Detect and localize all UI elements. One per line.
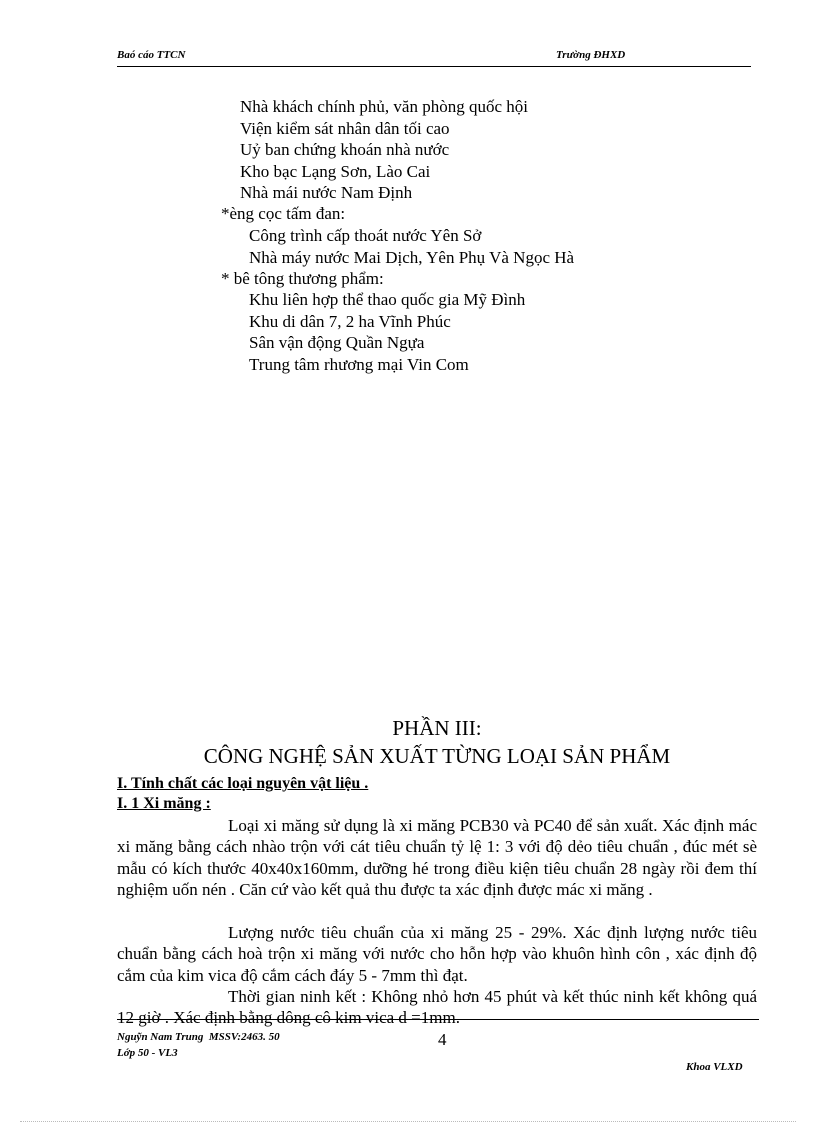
page-number: 4	[438, 1030, 447, 1049]
part-title: CÔNG NGHỆ SẢN XUẤT TỪNG LOẠI SẢN PHẨM	[203, 744, 671, 768]
subsection-heading: I. 1 Xi măng :	[117, 795, 211, 812]
heading-ready-mix-concrete	[221, 268, 384, 290]
list-item: Uỷ ban chứng khoán nhà nước	[240, 140, 450, 159]
list-item: Nhà mái nước Nam Định	[240, 183, 413, 202]
heading-pipe-slabs	[221, 203, 345, 225]
list-item: Kho bạc Lạng Sơn, Lào Cai	[240, 161, 431, 181]
list-item: Nhà máy nước Mai Dịch, Yên Phụ Và Ngọc Hà	[249, 247, 575, 267]
header-rule	[117, 66, 751, 67]
part-number: PHẦN III:	[392, 716, 482, 740]
project-list-c	[249, 289, 525, 375]
footer-class: Lớp 50 - VL3	[117, 1047, 178, 1059]
paragraph: Loại xi măng sử dụng là xi măng PCB30 và PC40 để sản xuất. Xác định mác xi măng bằng cách nhào trộn với cát tiêu chuẩn tỷ lệ 1: 3 với độ dẻo tiêu chuẩn , đúc mét sè mẫu có kích thước 40x40x160mm, dưỡng hé trong điều kiện tiêu chuẩn 28 ngày rồi đem thí nghiệm uốn nén . Căn cứ vào kết quả thu được ta xác định được mác xi măng .	[117, 816, 757, 900]
paragraph: Thời gian ninh kết : Không nhỏ hơn 45 phút và kết thúc ninh kết không quá 12 giờ . Xác định bằng dông cô kim vica d =1mm.	[117, 987, 757, 1028]
footer-rule	[117, 1019, 759, 1020]
subheading: *èng cọc tấm đan:	[221, 204, 346, 223]
list-item: Công trình cấp thoát nước Yên Sở	[249, 226, 482, 245]
list-item: Nhà khách chính phủ, văn phòng quốc hội	[240, 97, 528, 116]
header-report-title: Baó cáo TTCN	[117, 49, 186, 61]
list-item: Trung tâm rhương mại Vin Com	[249, 354, 469, 374]
section-heading: I. Tính chất các loại nguyên vật liệu .	[117, 775, 369, 792]
project-list-a	[240, 96, 528, 204]
paragraph: Lượng nước tiêu chuẩn của xi măng 25 - 29%. Xác định lượng nước tiêu chuẩn bằng cách hoà trộn xi măng với nước cho hỗn hợp vào khuôn hình côn , xác định độ cắm của kim vica độ cắm cách đáy 5 - 7mm thì đạt.	[117, 923, 757, 985]
subheading: * bê tông thương phẩm:	[221, 269, 384, 288]
list-item: Sân vận động Quần Ngựa	[249, 333, 425, 352]
list-item: Khu di dân 7, 2 ha Vĩnh Phúc	[249, 311, 451, 331]
page-boundary	[20, 1121, 796, 1122]
footer-department: Khoa VLXD	[686, 1061, 743, 1073]
list-item: Khu liên hợp thể thao quốc gia Mỹ Đình	[249, 290, 526, 309]
project-list-b	[249, 225, 574, 268]
header-university: Trường ĐHXD	[556, 49, 626, 61]
footer-author: Nguỹn Nam Trung MSSV:2463. 50	[117, 1031, 280, 1043]
list-item: Viện kiểm sát nhân dân tối cao	[240, 118, 450, 138]
